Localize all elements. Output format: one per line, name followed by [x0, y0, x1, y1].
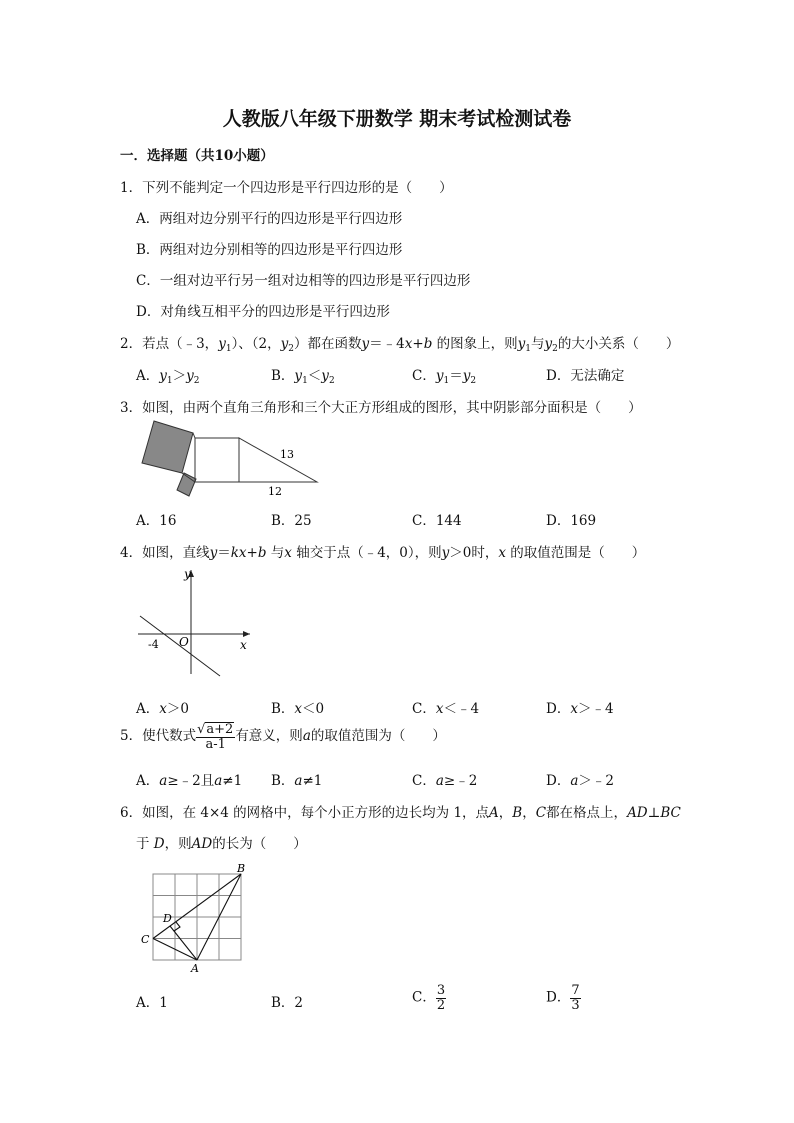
question-2-option-d: D．无法确定 [546, 368, 625, 384]
question-4-figure [134, 562, 254, 682]
question-4-option-d: D．x＞﹣4 [546, 701, 614, 717]
origin-label: O [179, 635, 189, 649]
right-triangle [239, 438, 317, 482]
question-3-option-d: D．169 [546, 513, 597, 529]
question-4-stem: 4．如图，直线y＝kx+b 与x 轴交于点（﹣4，0），则y＞0时，x 的取值范围是（ ） [120, 545, 646, 561]
large-shaded-square [142, 421, 193, 473]
middle-square [195, 438, 239, 482]
fraction: $\frac{3}{2}$ [436, 983, 446, 1013]
question-3-option-b: B．25 [271, 513, 312, 529]
point-a-label: A [191, 962, 199, 975]
question-2-option-c: C．$y_1=y_2$ [412, 368, 477, 386]
question-1-stem: 1．下列不能判定一个四边形是平行四边形的是（ ） [120, 180, 453, 196]
question-3-option-c: C．144 [412, 513, 462, 529]
question-1-option-a: A．两组对边分别平行的四边形是平行四边形 [136, 211, 403, 227]
question-1-option-c: C．一组对边平行另一组对边相等的四边形是平行四边形 [136, 273, 471, 289]
question-5-option-a: A．a≥﹣2且a≠1 [136, 773, 243, 789]
question-4-option-a: A．x＞0 [136, 701, 189, 717]
point-b-label: B [237, 862, 246, 875]
question-3-stem: 3．如图，由两个直角三角形和三个大正方形组成的图形，其中阴影部分面积是（ ） [120, 400, 642, 416]
x-axis-arrow [243, 631, 250, 637]
intercept-label: -4 [148, 638, 159, 651]
label-12: 12 [268, 485, 282, 498]
question-2-option-b: B．$y_1<y_2$ [271, 368, 335, 386]
segment-ad [170, 926, 197, 960]
question-6-option-d: D． $\frac{7}{3}$ [546, 983, 580, 1013]
section-heading: 一．选择题（共10小题） [120, 148, 274, 164]
question-6-option-b: B．2 [271, 995, 304, 1011]
fraction: $\frac{7}{3}$ [571, 983, 580, 1013]
page-title: 人教版八年级下册数学 期末考试检测试卷 [222, 108, 572, 130]
y-axis-label: y [184, 567, 191, 581]
question-2-option-a: A．$y_1>y_2$ [136, 368, 200, 386]
radical-fraction: $\frac{√a+2}{a-1}$ [197, 722, 234, 752]
question-6-stem-line2: 于 D，则AD的长为（ ） [136, 836, 307, 852]
question-5-option-b: B．a≠1 [271, 773, 323, 789]
question-6-option-c: C． $\frac{3}{2}$ [412, 983, 446, 1013]
question-3-figure [138, 418, 324, 500]
question-3-option-a: A．16 [136, 513, 177, 529]
question-5-option-d: D．a＞﹣2 [546, 773, 614, 789]
question-6-figure [136, 862, 252, 978]
question-1-option-b: B．两组对边分别相等的四边形是平行四边形 [136, 242, 403, 258]
label-13: 13 [280, 448, 294, 461]
point-d-label: D [163, 912, 172, 925]
question-6-option-a: A．1 [136, 995, 168, 1011]
question-4-option-b: B．x＜0 [271, 701, 325, 717]
triangle-edge [193, 433, 195, 438]
question-1-option-d: D．对角线互相平分的四边形是平行四边形 [136, 304, 390, 320]
point-c-label: C [141, 933, 150, 946]
question-2-stem: 2．若点（﹣3，$y_1$）、（2，$y_2$）都在函数y＝﹣4x+b 的图象上，则$y_1$与$y_2$的大小关系（ ） [120, 336, 680, 354]
question-4-option-c: C．x＜﹣4 [412, 701, 480, 717]
x-axis-label: x [240, 638, 247, 652]
question-5-stem: 5．使代数式 $\frac{√a+2}{a-1}$ 有意义，则a的取值范围为（ ） [120, 722, 446, 752]
question-5-option-c: C．a≥﹣2 [412, 773, 478, 789]
question-6-stem-line1: 6．如图，在 4×4 的网格中，每个小正方形的边长均为 1，点A，B，C都在格点上，AD⊥BC [120, 805, 681, 821]
